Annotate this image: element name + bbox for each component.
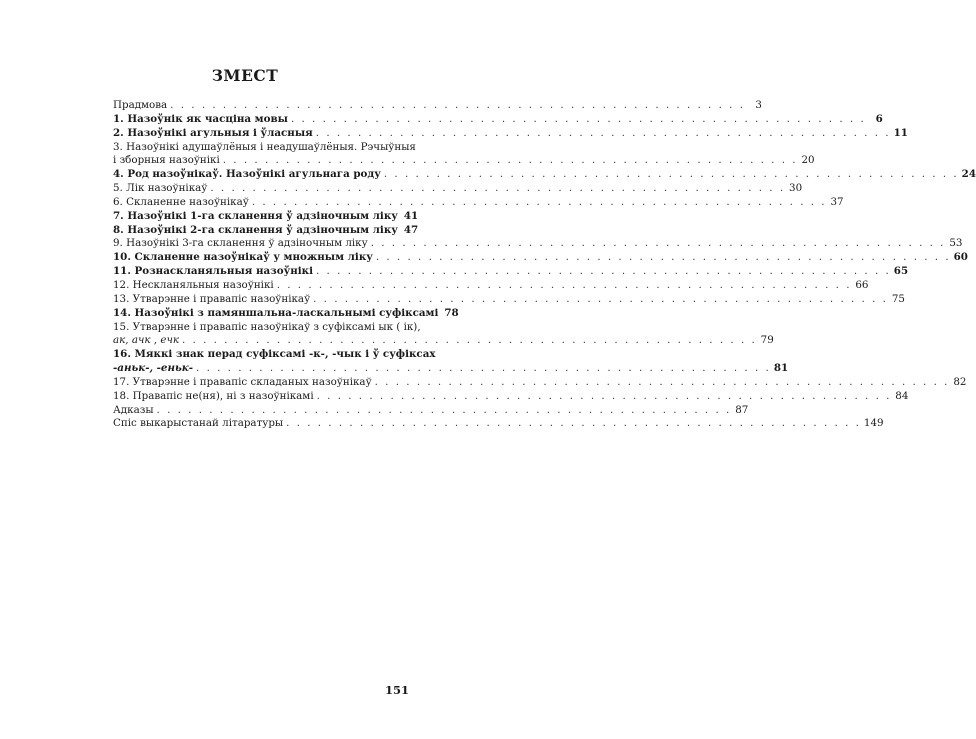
table-of-contents: [113, 99, 976, 431]
dot-leader: . . . . . . . . . . . . . . . . . . . . . . . . . . . . . . . . . . . . . . . . . . . . . . . . . . . . . . .: [383, 168, 959, 181]
toc-entry-page: 82: [953, 375, 967, 388]
page-number: 151: [385, 683, 410, 697]
toc-entry-page: 41: [403, 209, 419, 222]
toc-entry-page: 6: [875, 112, 883, 125]
toc-entry-page: 47: [403, 223, 419, 236]
toc-entry: [113, 182, 803, 196]
toc-entry: [113, 320, 774, 349]
toc-entry-title: 11. Рознаскланяльныя назоўнікі: [113, 265, 314, 278]
toc-entry-title: 10. Скланенне назоўнікаў у множным ліку: [113, 251, 373, 264]
toc-entry-page: 11: [893, 126, 908, 139]
toc-entry-title: 14. Назоўнікі з памяншальна-ласкальнымі суфіксамі: [113, 306, 439, 319]
toc-entry: [113, 389, 909, 404]
dot-leader: . . . . . . . . . . . . . . . . . . . . . . . . . . . . . . . . . . . . . . . . . . . . . . . . . . . . . . .: [156, 403, 732, 416]
toc-entry-page: 81: [773, 362, 789, 375]
toc-entry-page: 60: [953, 251, 968, 264]
toc-entry: [113, 348, 789, 376]
toc-entry-page: 65: [893, 265, 909, 278]
toc-entry: [113, 112, 883, 127]
toc-entry-page: 84: [895, 389, 909, 402]
toc-entry: [113, 168, 976, 182]
toc-entry-page: 37: [830, 195, 844, 208]
toc-entry-page: 78: [444, 306, 459, 319]
toc-entry-title: 7. Назоўнікі 1-га скланення ў адзіночным ліку: [113, 209, 398, 222]
toc-entry-title-line: 3. Назоўнікі адушаўлёныя і неадушаўлёныя. Рэчыўныя: [113, 140, 416, 153]
toc-entry-title: 9. Назоўнікі 3-га скланення ў адзіночным ліку: [113, 237, 368, 250]
toc-entry-title: -аньк-, -еньк-: [113, 362, 194, 375]
toc-entry-title: Адказы: [113, 403, 154, 416]
dot-leader: . . . . . . . . . . . . . . . . . . . . . . . . . . . . . . . . . . . . . . . . . . . . . . . . . . . . . . .: [210, 182, 786, 195]
toc-entry: [113, 237, 963, 251]
toc-entry-page: 79: [760, 334, 774, 347]
toc-entry: [113, 195, 844, 210]
dot-leader: . . . . . . . . . . . . . . . . . . . . . . . . . . . . . . . . . . . . . . . . . . . . . . . . . . . . . . .: [290, 112, 866, 125]
toc-entry-page: 87: [735, 403, 749, 416]
dot-leader: . . . . . . . . . . . . . . . . . . . . . . . . . . . . . . . . . . . . . . . . . . . . . . . . . . . . . . .: [170, 99, 745, 111]
toc-entry-title: 18. Правапіс не(ня), ні з назоўнікамі: [113, 389, 314, 402]
toc-entry-title: 6. Скланенне назоўнікаў: [113, 195, 249, 208]
toc-entry: [113, 375, 967, 390]
dot-leader: . . . . . . . . . . . . . . . . . . . . . . . . . . . . . . . . . . . . . . . . . . . . . . . . . . . . . . .: [375, 251, 951, 264]
toc-entry: [113, 417, 884, 431]
toc-entry-page: 149: [863, 417, 884, 430]
toc-entry-title: Прадмова: [113, 99, 168, 111]
toc-entry-page: 66: [855, 278, 869, 291]
toc-entry-page: 20: [801, 154, 815, 167]
toc-entry-title: ак, ачк , ечк: [113, 334, 179, 347]
toc-entry-title: і зборныя назоўнікі: [113, 154, 220, 167]
dot-leader: . . . . . . . . . . . . . . . . . . . . . . . . . . . . . . . . . . . . . . . . . . . . . . . . . . . . . . .: [316, 265, 891, 278]
toc-entry: [113, 126, 908, 141]
toc-entry-title: 12. Нескланяльныя назоўнікі: [113, 278, 274, 291]
dot-leader: . . . . . . . . . . . . . . . . . . . . . . . . . . . . . . . . . . . . . . . . . . . . . . . . . . . . . . .: [286, 417, 861, 430]
toc-entry-title-line: 15. Утварэнне і правапіс назоўнікаў з суфіксамі ык ( ік),: [113, 320, 421, 333]
dot-leader: . . . . . . . . . . . . . . . . . . . . . . . . . . . . . . . . . . . . . . . . . . . . . . . . . . . . . . .: [251, 195, 827, 208]
toc-entry: [113, 306, 459, 321]
toc-entry: [113, 278, 869, 293]
toc-entry-title: 8. Назоўнікі 2-га скланення ў адзіночным ліку: [113, 223, 398, 236]
toc-entry-title: 13. Утварэнне і правапіс назоўнікаў: [113, 292, 311, 305]
toc-entry: [113, 251, 968, 265]
toc-entry-page: 75: [891, 292, 905, 305]
toc-entry: [113, 265, 909, 279]
toc-entry: [113, 209, 419, 224]
toc-entry-title: 5. Лік назоўнікаў: [113, 182, 208, 195]
toc-entry: [113, 99, 762, 113]
dot-leader: . . . . . . . . . . . . . . . . . . . . . . . . . . . . . . . . . . . . . . . . . . . . . . . . . . . . . . .: [313, 292, 888, 305]
toc-entry-page: 24: [961, 168, 976, 181]
toc-entry: [113, 140, 815, 169]
toc-entry-title: 1. Назоўнік як часціна мовы: [113, 112, 288, 125]
toc-entry: [113, 403, 749, 418]
toc-entry-page: 30: [789, 182, 803, 195]
toc-entry-title: Спіс выкарыстанай літаратуры: [113, 417, 284, 430]
dot-leader: . . . . . . . . . . . . . . . . . . . . . . . . . . . . . . . . . . . . . . . . . . . . . . . . . . . . . . .: [316, 389, 892, 402]
toc-entry-title: 17. Утварэнне і правапіс складаных назоўнікаў: [113, 375, 372, 388]
dot-leader: . . . . . . . . . . . . . . . . . . . . . . . . . . . . . . . . . . . . . . . . . . . . . . . . . . . . . . .: [374, 375, 950, 388]
page-title: ЗМЕСТ: [211, 66, 279, 85]
dot-leader: . . . . . . . . . . . . . . . . . . . . . . . . . . . . . . . . . . . . . . . . . . . . . . . . . . . . . . .: [196, 362, 771, 375]
toc-entry-page: 3: [755, 99, 762, 111]
dot-leader: . . . . . . . . . . . . . . . . . . . . . . . . . . . . . . . . . . . . . . . . . . . . . . . . . . . . . . .: [276, 278, 852, 291]
toc-entry-page: 53: [949, 237, 963, 250]
dot-leader: . . . . . . . . . . . . . . . . . . . . . . . . . . . . . . . . . . . . . . . . . . . . . . . . . . . . . . .: [315, 126, 891, 139]
toc-entry: [113, 223, 419, 238]
dot-leader: . . . . . . . . . . . . . . . . . . . . . . . . . . . . . . . . . . . . . . . . . . . . . . . . . . . . . . .: [370, 237, 946, 250]
toc-entry-title: 4. Род назоўнікаў. Назоўнікі агульнага роду: [113, 168, 381, 181]
dot-leader: . . . . . . . . . . . . . . . . . . . . . . . . . . . . . . . . . . . . . . . . . . . . . . . . . . . . . . .: [222, 154, 798, 167]
dot-leader: . . . . . . . . . . . . . . . . . . . . . . . . . . . . . . . . . . . . . . . . . . . . . . . . . . . . . . .: [182, 334, 757, 347]
toc-entry: [113, 292, 905, 307]
toc-entry-title-line: 16. Мяккі знак перад суфіксамі -к-, -чык і ў суфіксах: [113, 348, 436, 361]
toc-entry-title: 2. Назоўнікі агульныя і ўласныя: [113, 126, 313, 139]
